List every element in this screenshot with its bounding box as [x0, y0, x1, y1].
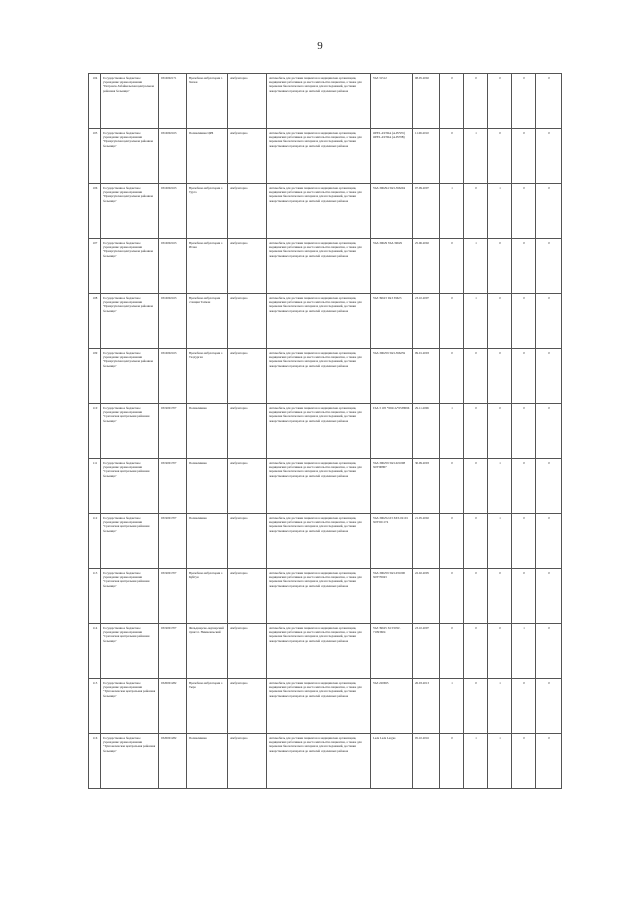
purpose-cell: Автомобиль для доставки пациентов в медицинские организации, медицинских работников до места жительства пациентов, а также для перевозки биологического материала для исследований, доставки лекарственных препаратов до жителей отдаленных районов [267, 679, 371, 734]
count-cell-4: 0 [512, 294, 536, 349]
row-number: 114 [89, 624, 101, 679]
subdivision-cell: Врачебная амбулатория г. Хилок [187, 74, 228, 129]
registration-date-cell: 30.09.2003 [413, 459, 440, 514]
count-cell-2: 1 [464, 129, 488, 184]
count-cell-3: 0 [488, 74, 512, 129]
row-number: 109 [89, 349, 101, 404]
count-cell-4: 0 [512, 129, 536, 184]
care-type-cell: Амбулаторно [228, 624, 267, 679]
page-number: 9 [317, 40, 323, 52]
count-cell-2: 0 [464, 569, 488, 624]
count-cell-5: 0 [536, 74, 562, 129]
subdivision-cell: Поликлиника [187, 459, 228, 514]
subdivision-cell: Врачебная амбулатория с. Турга [187, 184, 228, 239]
vehicle-model-cell: УАЗ-396294 УАЗ-396294 [371, 184, 413, 239]
purpose-cell: Автомобиль для доставки пациентов в медицинские организации, медицинских работников до места жительства пациентов, а также для перевозки биологического материала для исследований, доставки лекарственных препаратов до жителей отдаленных районов [267, 349, 371, 404]
purpose-cell: Автомобиль для доставки пациентов в медицинские организации, медицинских работников до места жительства пациентов, а также для перевозки биологического материала для исследований, доставки лекарственных препаратов до жителей отдаленных районов [267, 184, 371, 239]
organization-cell: Государственное бюджетное учреждение здравоохранения "Сретенская центральная районная больница" [101, 514, 159, 569]
row-number: 116 [89, 734, 101, 789]
count-cell-1: 1 [440, 184, 464, 239]
count-cell-1: 0 [440, 349, 464, 404]
purpose-cell: Автомобиль для доставки пациентов в медицинские организации, медицинских работников до места жительства пациентов, а также для перевозки биологического материала для исследований, доставки лекарственных препаратов до жителей отдаленных районов [267, 239, 371, 294]
organization-cell: Государственное бюджетное учреждение здравоохранения "Приаргунская центральная районная больница" [101, 294, 159, 349]
count-cell-4: 0 [512, 239, 536, 294]
care-type-cell: Амбулаторно [228, 74, 267, 129]
count-cell-5: 0 [536, 624, 562, 679]
organization-cell: Государственное бюджетное учреждение здравоохранения "Сретенская центральная районная больница" [101, 624, 159, 679]
count-cell-1: 0 [440, 734, 464, 789]
table-row [89, 569, 562, 624]
count-cell-2: 0 [464, 404, 488, 459]
count-cell-4: 1 [512, 624, 536, 679]
org-code-cell: 0316002163 [159, 129, 187, 184]
subdivision-cell: Фельдшерско-акушерский пункт п. Нижнеильский [187, 624, 228, 679]
count-cell-1: 1 [440, 679, 464, 734]
subdivision-cell: Врачебная амбулатория с. Талдурган [187, 349, 228, 404]
count-cell-3: 0 [488, 569, 512, 624]
registration-date-cell: 07.09.2007 [413, 184, 440, 239]
vehicle-model-cell: УАЗ 39623 УАЗ 39623 [371, 294, 413, 349]
registry-body [89, 74, 562, 789]
count-cell-5: 0 [536, 734, 562, 789]
registration-date-cell: 23.10.2007 [413, 294, 440, 349]
table-row [89, 184, 562, 239]
row-number: 111 [89, 459, 101, 514]
registration-date-cell: 25.06.2002 [413, 239, 440, 294]
vehicle-model-cell: УАЗ-39629 УАЗ-39629 [371, 239, 413, 294]
count-cell-5: 0 [536, 239, 562, 294]
vehicle-model-cell: УАЗ 39625 Х1У20W-71093604 [371, 624, 413, 679]
count-cell-3: 0 [488, 239, 512, 294]
org-code-cell: 0319001707 [159, 569, 187, 624]
purpose-cell: Автомобиль для доставки пациентов в медицинские организации, медицинских работников до места жительства пациентов, а также для перевозки биологического материала для исследований, доставки лекарственных препаратов до жителей отдаленных районов [267, 294, 371, 349]
count-cell-4: 0 [512, 569, 536, 624]
row-number: 115 [89, 679, 101, 734]
organization-cell: Государственное бюджетное учреждение здравоохранения "Сретенская центральная районная больница" [101, 459, 159, 514]
purpose-cell: Автомобиль для доставки пациентов в медицинские организации, медицинских работников до места жительства пациентов, а также для перевозки биологического материала для исследований, доставки лекарственных препаратов до жителей отдаленных районов [267, 74, 371, 129]
count-cell-1: 0 [440, 294, 464, 349]
registration-date-cell: 05.10.2016 [413, 734, 440, 789]
table-row [89, 459, 562, 514]
vehicle-model-cell: УАЗ-396259 УАЗ-396259 [371, 349, 413, 404]
count-cell-5: 0 [536, 184, 562, 239]
registration-date-cell: 11.06.2010 [413, 129, 440, 184]
subdivision-cell: Врачебная амбулатория станции Талман [187, 294, 228, 349]
org-code-cell: 0316002171 [159, 74, 187, 129]
count-cell-5: 0 [536, 129, 562, 184]
count-cell-3: 0 [488, 404, 512, 459]
count-cell-5: 0 [536, 294, 562, 349]
organization-cell: Государственное бюджетное учреждение здравоохранения "Приаргунская центральная районная больница" [101, 239, 159, 294]
table-row [89, 679, 562, 734]
purpose-cell: Автомобиль для доставки пациентов в медицинские организации, медицинских работников до места жительства пациентов, а также для перевозки биологического материала для исследований, доставки лекарственных препаратов до жителей отдаленных районов [267, 624, 371, 679]
count-cell-2: 0 [464, 459, 488, 514]
table-row [89, 734, 562, 789]
row-number: 113 [89, 569, 101, 624]
org-code-cell: 0320001282 [159, 734, 187, 789]
registration-date-cell: 22.02.2005 [413, 569, 440, 624]
subdivision-cell: Врачебная амбулатория с. Куйтун [187, 569, 228, 624]
purpose-cell: Автомобиль для доставки пациентов в медицинские организации, медицинских работников до места жительства пациентов, а также для перевозки биологического материала для исследований, доставки лекарственных препаратов до жителей отдаленных районов [267, 734, 371, 789]
row-number: 110 [89, 404, 101, 459]
count-cell-2: 0 [464, 349, 488, 404]
table-row [89, 129, 562, 184]
care-type-cell: Амбулаторно [228, 679, 267, 734]
care-type-cell: Амбулаторно [228, 129, 267, 184]
count-cell-2: 1 [464, 734, 488, 789]
organization-cell: Государственное бюджетное учреждение здравоохранения "Сретенская центральная районная больница" [101, 569, 159, 624]
care-type-cell: Амбулаторно [228, 569, 267, 624]
count-cell-5: 0 [536, 679, 562, 734]
count-cell-4: 0 [512, 459, 536, 514]
org-code-cell: 0319001707 [159, 514, 187, 569]
care-type-cell: Амбулаторно [228, 734, 267, 789]
count-cell-3: 0 [488, 129, 512, 184]
row-number: 105 [89, 129, 101, 184]
table-row [89, 239, 562, 294]
organization-cell: Государственное бюджетное учреждение здравоохранения "Приаргунская центральная районная больница" [101, 184, 159, 239]
table-row [89, 74, 562, 129]
org-code-cell: 0316002163 [159, 349, 187, 404]
count-cell-3: 1 [488, 459, 512, 514]
care-type-cell: Амбулаторно [228, 184, 267, 239]
organization-cell: Государственное бюджетное учреждение здравоохранения "Приаргунская центральная районная больница" [101, 349, 159, 404]
table-row [89, 404, 562, 459]
purpose-cell: Автомобиль для доставки пациентов в медицинские организации, медицинских работников до места жительства пациентов, а также для перевозки биологического материала для исследований, доставки лекарственных препаратов до жителей отдаленных районов [267, 514, 371, 569]
table-row [89, 624, 562, 679]
count-cell-5: 0 [536, 569, 562, 624]
count-cell-3: 1 [488, 184, 512, 239]
org-code-cell: 0320001282 [159, 679, 187, 734]
subdivision-cell: Врачебная амбулатория с. Тыра [187, 679, 228, 734]
count-cell-2: 0 [464, 514, 488, 569]
registration-date-cell: 29.11.2006 [413, 404, 440, 459]
count-cell-4: 0 [512, 74, 536, 129]
count-cell-4: 0 [512, 514, 536, 569]
count-cell-5: 0 [536, 514, 562, 569]
org-code-cell: 0316002163 [159, 239, 187, 294]
organization-cell: Государственное бюджетное учреждение здравоохранения "Сретенская центральная районная больница" [101, 404, 159, 459]
organization-cell: Государственное бюджетное учреждение здравоохранения "Приаргунская центральная районная больница" [101, 129, 159, 184]
count-cell-2: 0 [464, 679, 488, 734]
vehicle-model-cell: OPEL ASTRA (A-H/SW) OPEL ASTRA (A-H/NB) [371, 129, 413, 184]
count-cell-2: 0 [464, 624, 488, 679]
row-number: 104 [89, 74, 101, 129]
count-cell-1: 0 [440, 239, 464, 294]
count-cell-4: 0 [512, 184, 536, 239]
organization-cell: Государственное бюджетное учреждение здравоохранения "Тунгокоченская центральная районная больница" [101, 679, 159, 734]
row-number: 106 [89, 184, 101, 239]
purpose-cell: Автомобиль для доставки пациентов в медицинские организации, медицинских работников до места жительства пациентов, а также для перевозки биологического материала для исследований, доставки лекарственных препаратов до жителей отдаленных районов [267, 569, 371, 624]
vehicle-model-cell: УАЗ 220695 [371, 679, 413, 734]
registration-date-cell: 21.05.2002 [413, 514, 440, 569]
org-code-cell: 0319001707 [159, 459, 187, 514]
vehicle-model-cell: Lada Lada Largus [371, 734, 413, 789]
table-row [89, 294, 562, 349]
count-cell-4: 0 [512, 734, 536, 789]
count-cell-5: 0 [536, 349, 562, 404]
count-cell-4: 0 [512, 679, 536, 734]
table-row [89, 349, 562, 404]
count-cell-5: 0 [536, 404, 562, 459]
count-cell-1: 0 [440, 514, 464, 569]
org-code-cell: 0316002163 [159, 294, 187, 349]
count-cell-5: 0 [536, 459, 562, 514]
count-cell-3: 0 [488, 624, 512, 679]
purpose-cell: Автомобиль для доставки пациентов в медицинские организации, медицинских работников до места жительства пациентов, а также для перевозки биологического материала для исследований, доставки лекарственных препаратов до жителей отдаленных районов [267, 404, 371, 459]
vehicle-model-cell: ГАЗ-3 105 *6921А*6538096 [371, 404, 413, 459]
row-number: 112 [89, 514, 101, 569]
subdivision-cell: Поликлиника ЦРБ [187, 129, 228, 184]
row-number: 107 [89, 239, 101, 294]
count-cell-3: 0 [488, 294, 512, 349]
organization-cell: Государственное бюджетное учреждение здравоохранения "Тунгокоченская центральная районная больница" [101, 734, 159, 789]
row-number: 108 [89, 294, 101, 349]
subdivision-cell: Поликлиника [187, 404, 228, 459]
purpose-cell: Автомобиль для доставки пациентов в медицинские организации, медицинских работников до места жительства пациентов, а также для перевозки биологического материала для исследований, доставки лекарственных препаратов до жителей отдаленных районов [267, 459, 371, 514]
registration-date-cell: 26.03.2013 [413, 679, 440, 734]
subdivision-cell: Поликлиника [187, 734, 228, 789]
count-cell-4: 0 [512, 349, 536, 404]
vehicle-model-cell: УАЗ 31512 [371, 74, 413, 129]
care-type-cell: Амбулаторно [228, 459, 267, 514]
org-code-cell: 0316002163 [159, 184, 187, 239]
org-code-cell: 0319001707 [159, 624, 187, 679]
count-cell-3: 1 [488, 734, 512, 789]
count-cell-1: 0 [440, 569, 464, 624]
count-cell-2: 0 [464, 74, 488, 129]
count-cell-3: 1 [488, 679, 512, 734]
count-cell-1: 0 [440, 129, 464, 184]
count-cell-3: 1 [488, 514, 512, 569]
subdivision-cell: Врачебная амбулатория с. Итака [187, 239, 228, 294]
vehicle-model-cell: УАЗ-396259 УАЗ-021098 Х0У90807 [371, 459, 413, 514]
vehicle-model-cell: УАЗ-396252-03 Х6Т-02101 Х0У021174 [371, 514, 413, 569]
registration-date-cell: 08.05.2002 [413, 74, 440, 129]
care-type-cell: Амбулаторно [228, 514, 267, 569]
count-cell-2: 1 [464, 239, 488, 294]
count-cell-2: 1 [464, 294, 488, 349]
count-cell-1: 1 [440, 404, 464, 459]
care-type-cell: Амбулаторно [228, 404, 267, 459]
vehicle-model-cell: УАЗ-396259 УАЗ-031000 Х0У76043 [371, 569, 413, 624]
count-cell-1: 0 [440, 459, 464, 514]
vehicle-registry-table [88, 73, 562, 789]
care-type-cell: Амбулаторно [228, 294, 267, 349]
care-type-cell: Амбулаторно [228, 349, 267, 404]
organization-cell: Государственное бюджетное учреждение здравоохранения "Петровск-Забайкальская центральная районная больница" [101, 74, 159, 129]
count-cell-1: 0 [440, 74, 464, 129]
registration-date-cell: 23.10.2007 [413, 624, 440, 679]
org-code-cell: 0319001707 [159, 404, 187, 459]
count-cell-4: 0 [512, 404, 536, 459]
registration-date-cell: 09.01.2003 [413, 349, 440, 404]
purpose-cell: Автомобиль для доставки пациентов в медицинские организации, медицинских работников до места жительства пациентов, а также для перевозки биологического материала для исследований, доставки лекарственных препаратов до жителей отдаленных районов [267, 129, 371, 184]
count-cell-1: 0 [440, 624, 464, 679]
care-type-cell: Амбулаторно [228, 239, 267, 294]
subdivision-cell: Поликлиника [187, 514, 228, 569]
count-cell-2: 0 [464, 184, 488, 239]
count-cell-3: 0 [488, 349, 512, 404]
table-row [89, 514, 562, 569]
